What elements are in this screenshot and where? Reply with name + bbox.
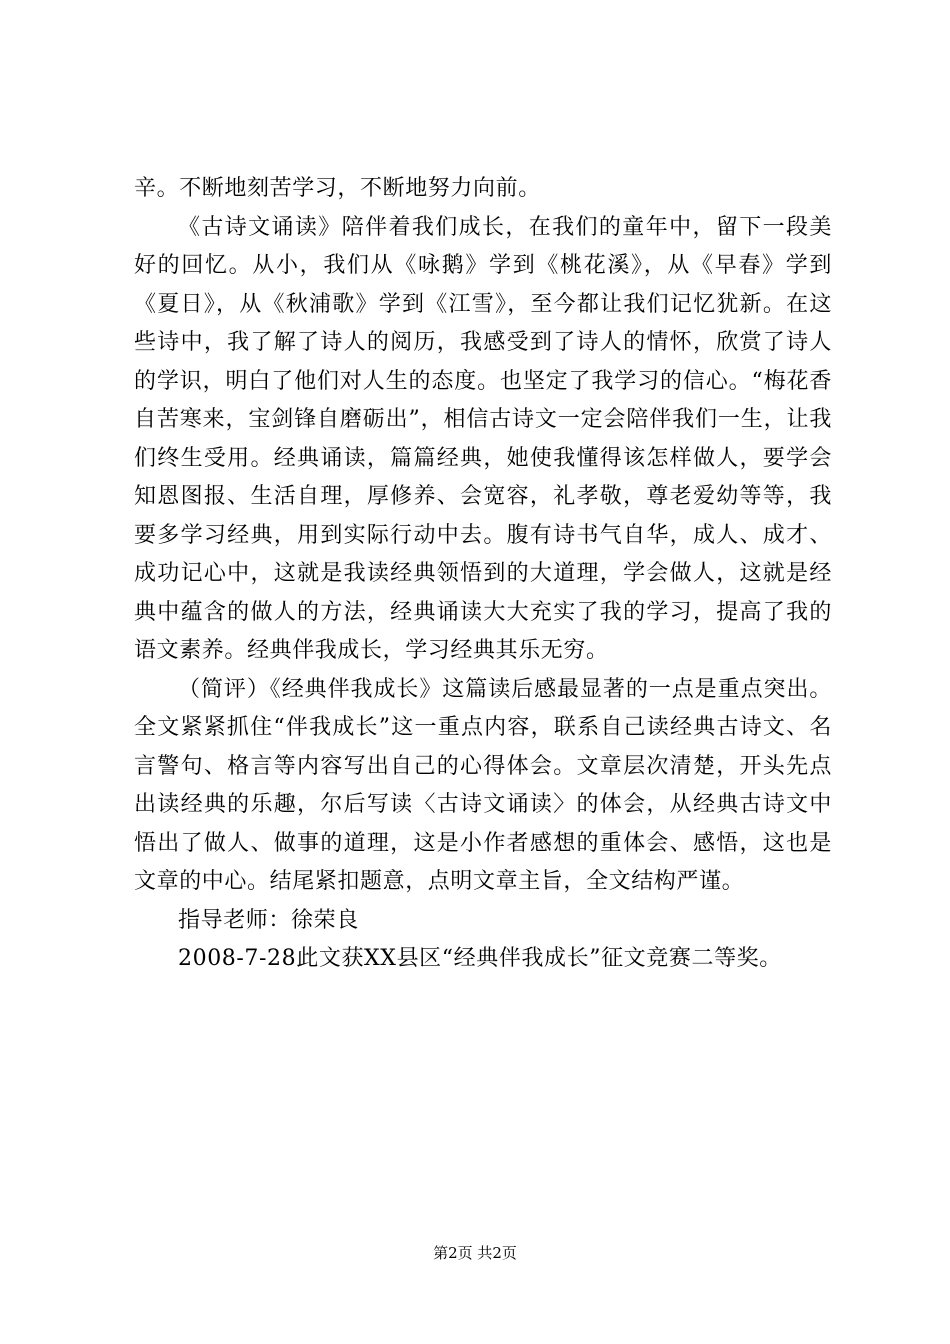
paragraph-continuation: 辛。不断地刻苦学习，不断地努力向前。: [134, 176, 541, 201]
paragraph-review: （简评）《经典伴我成长》这篇读后感最显著的一点是重点突出。全文紧紧抓住“伴我成长”这一重点内容，联系自己读经典古诗文、名言警句、格言等内容写出自己的心得体会。文章层次清楚，开头先点出读经典的乐趣，尔后写读〈古诗文诵读〉的体会，从经典古诗文中悟出了做人、做事的道理，这是小作者感想的重体会、感悟，这也是文章的中心。结尾紧扣题意，点明文章主旨，全文结构严谨。: [134, 676, 832, 894]
page-number-footer: 第2页 共2页: [433, 1244, 517, 1262]
paragraph-award: 2008-7-28此文获XX县区“经典伴我成长”征文竞赛二等奖。: [178, 946, 782, 971]
document-body: [134, 170, 832, 979]
paragraph-teacher: 指导老师：徐荣良: [178, 907, 359, 933]
paragraph-main-text: 《古诗文诵读》陪伴着我们成长，在我们的童年中，留下一段美好的回忆。从小，我们从《咏鹅》学到《桃花溪》，从《早春》学到《夏日》，从《秋浦歌》学到《江雪》，至今都让我们记忆犹新。在这些诗中，我了解了诗人的阅历，我感受到了诗人的情怀，欣赏了诗人的学识，明白了他们对人生的态度。也坚定了我学习的信心。“梅花香自苦寒来，宝剑锋自磨砺出”，相信古诗文一定会陪伴我们一生，让我们终生受用。经典诵读，篇篇经典，她使我懂得该怎样做人，要学会知恩图报、生活自理，厚修养、会宽容，礼孝敬，尊老爱幼等等，我要多学习经典，用到实际行动中去。腹有诗书气自华，成人、成才、成功记心中，这就是我读经典领悟到的大道理，学会做人，这就是经典中蕴含的做人的方法，经典诵读大大充实了我的学习，提高了我的语文素养。经典伴我成长，学习经典其乐无穷。: [134, 214, 832, 663]
